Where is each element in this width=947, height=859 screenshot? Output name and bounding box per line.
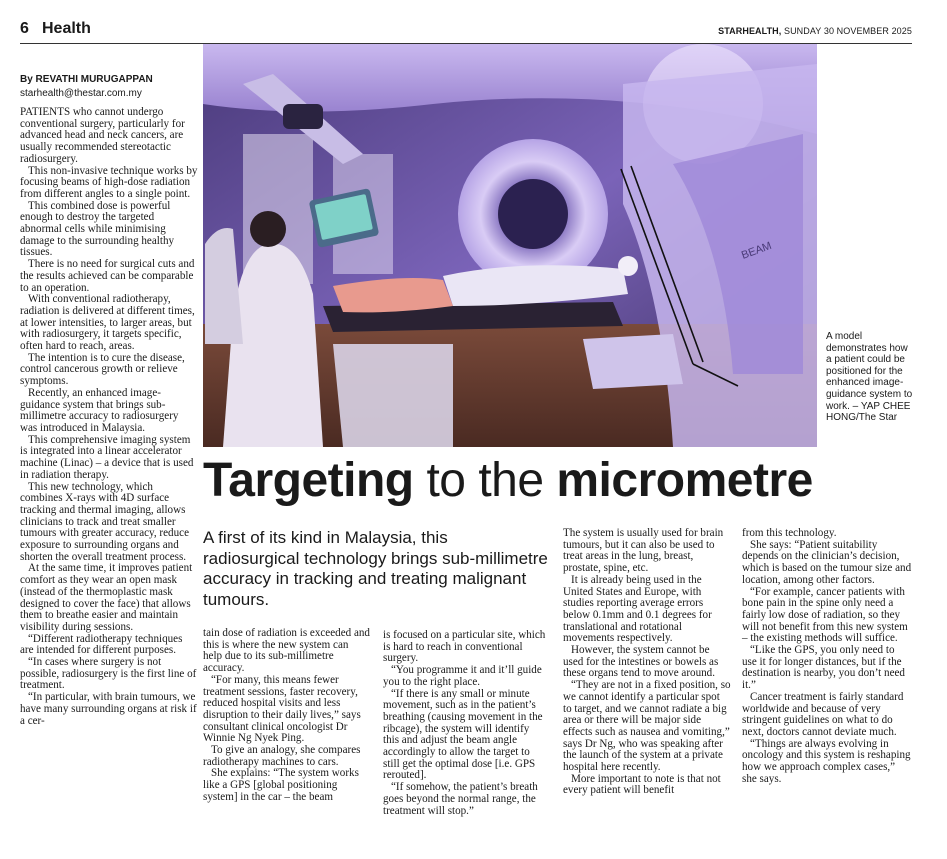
article-paragraph: The system is usually used for brain tumours, but it can also be used to treat areas in the lung, breast, prostate, spine, etc.: [563, 527, 724, 575]
headline-part-1: Targeting: [203, 454, 414, 507]
article-paragraph: “If there is any small or minute movement, such as in the patient’s breathing (causing movement in the ribcage), the system will identify this and adjust the beam angle accordingly to allow the target to still get the optimal dose [i.e. GPS rerouted].: [383, 687, 543, 782]
article-paragraph: “They are not in a fixed position, so we cannot identify a particular spot to target, and we cannot radiate a big area or there will be major side effects such as nausea and vomiting,” says Dr Ng, who was speaking after the launch of the system at a private hospital here recently.: [563, 679, 731, 774]
publication-date: SUNDAY 30 NOVEMBER 2025: [781, 26, 912, 36]
article-column-1: [20, 107, 198, 727]
article-paragraph: This new technology, which combines X-rays with 4D surface tracking and thermal imaging, allows clinicians to track and treat smaller tumours with greater accuracy, reduce exposure to surrounding organs and shorten the overall treatment process.: [20, 480, 189, 563]
article-paragraph: To give an analogy, she compares radiotherapy machines to cars.: [203, 744, 361, 768]
publication-name: STARHEALTH,: [718, 26, 782, 36]
article-column-4: [563, 528, 731, 797]
photo-caption: A model demonstrates how a patient could be positioned for the enhanced image-guidance system to work. – YAP CHEE HONG/The Star: [826, 331, 913, 424]
article-paragraph: It is already being used in the United States and Europe, with studies reporting average errors below 0.1mm and 0.1 degrees for translational and rotational movements respectively.: [563, 573, 712, 645]
article-paragraph: “Different radiotherapy techniques are intended for different purposes.: [20, 632, 183, 657]
article-paragraph: “For example, cancer patients with bone pain in the spine only need a fairly low dose of radiation, so they will not benefit from this new system – the existing methods will suffice.: [742, 585, 908, 645]
byline-email: starhealth@thestar.com.my: [20, 88, 142, 99]
article-paragraph: However, the system cannot be used for the intestines or bowels as these organs tend to move around.: [563, 644, 719, 680]
article-paragraph: “If somehow, the patient’s breath goes beyond the normal range, the treatment will stop.”: [383, 781, 538, 817]
headline-part-3: micrometre: [556, 454, 813, 507]
article-paragraph: “In cases where surgery is not possible, radiosurgery is the first line of treatment.: [20, 656, 197, 692]
article-paragraph: is focused on a particular site, which is hard to reach in conventional surgery.: [383, 629, 546, 665]
byline-author: By REVATHI MURUGAPPAN: [20, 74, 153, 85]
article-column-2: [203, 628, 370, 804]
article-paragraph: Cancer treatment is fairly standard worldwide and because of very stringent guidelines on what to do next, doctors cannot deviate much.: [742, 690, 904, 738]
article-paragraph: This combined dose is powerful enough to destroy the targeted abnormal cells while minimising damage to the surrounding healthy tissues.: [20, 199, 175, 259]
standfirst: A first of its kind in Malaysia, this radiosurgical technology brings sub-millimetre accuracy in tracking and treating malignant tumours.: [203, 528, 548, 609]
article-paragraph: Recently, an enhanced image-guidance system that brings sub-millimetre accuracy to radiosurgery was introduced in Malaysia.: [20, 386, 179, 434]
article-paragraph: The intention is to cure the disease, control cancerous growth or relieve symptoms.: [20, 351, 185, 388]
headline: [203, 452, 912, 510]
article-paragraph: “You programme it and it’ll guide you to the right place.: [383, 664, 542, 688]
article-paragraph: tain dose of radiation is exceeded and this is where the new system can help due to its sub-millimetre accuracy.: [203, 627, 370, 675]
page-number: 6: [20, 20, 29, 37]
article-paragraph: At the same time, it improves patient comfort as they wear an open mask (instead of the thermoplastic mask designed to cover the face) that allows them to breathe easier and maintain visibility during sessions.: [20, 562, 193, 633]
article-paragraph: This comprehensive imaging system is integrated into a linear accelerator machine (Linac) – a device that is used in radiation therapy.: [20, 433, 194, 481]
article-column-3: [383, 630, 548, 817]
article-paragraph: from this technology.: [742, 527, 837, 539]
article-paragraph: “Things are always evolving in oncology and this system is reshaping how we approach complex cases,” she says.: [742, 737, 911, 785]
article-photo: [203, 44, 817, 447]
article-paragraph: With conventional radiotherapy, radiation is delivered at different times, at lower intensities, to larger areas, but with radiosurgery, it targets specific, often hard to reach, areas.: [20, 293, 195, 353]
page-header: [20, 20, 912, 42]
article-paragraph: PATIENTS who cannot undergo conventional surgery, particularly for advanced head and neck cancers, are usually recommended stereotactic radiosurgery.: [20, 106, 185, 165]
article-paragraph: More important to note is that not every patient will benefit: [563, 772, 721, 797]
machine-label: BEAM: [739, 239, 774, 262]
section-title: Health: [42, 20, 91, 37]
article-paragraph: “Like the GPS, you only need to use it for longer distances, but if the destination is nearby, you don’t need it.”: [742, 644, 905, 692]
article-paragraph: There is no need for surgical cuts and the results achieved can be comparable to an operation.: [20, 258, 195, 294]
article-column-5: [742, 528, 912, 785]
article-paragraph: She explains: “The system works like a GPS [global positioning system] in the car – the beam: [203, 767, 359, 803]
article-paragraph: “In particular, with brain tumours, we have many surrounding organs at risk if a cer-: [20, 691, 197, 727]
publication-line: [718, 26, 912, 36]
headline-part-2: to the: [413, 454, 557, 507]
article-paragraph: “For many, this means fewer treatment sessions, faster recovery, reduced hospital visits and less disruption to their daily lives,” says consultant clinical oncologist Dr Winnie Ng Nyek Ping.: [203, 673, 361, 745]
article-paragraph: She says: “Patient suitability depends on the clinician’s decision, which is based on the tumour size and location, among other factors.: [742, 538, 912, 586]
article-paragraph: This non-invasive technique works by focusing beams of high-dose radiation from different angles to a single point.: [20, 164, 198, 200]
